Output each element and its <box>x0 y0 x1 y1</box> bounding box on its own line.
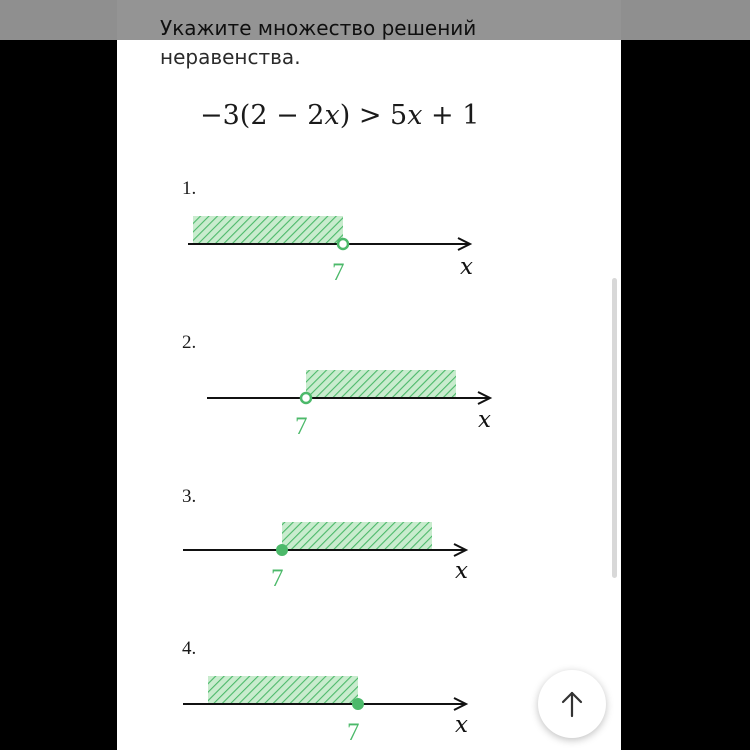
option-2-point <box>301 393 311 403</box>
option-3-hatch <box>282 522 432 550</box>
option-4-point <box>352 698 364 710</box>
option-4-hatch <box>208 676 358 704</box>
arrow-up-icon <box>559 689 585 719</box>
option-3-point <box>276 544 288 556</box>
option-2-label[interactable]: 2. <box>182 332 197 353</box>
option-4-point-label: 7 <box>347 719 360 746</box>
option-1-number-line[interactable] <box>188 216 473 286</box>
option-2-hatch <box>306 370 456 398</box>
option-4-axis-var: x <box>455 712 468 738</box>
option-1-point <box>338 239 348 249</box>
option-2-number-line[interactable] <box>207 370 491 440</box>
formula-part: −3(2 − 2 <box>200 100 325 131</box>
formula-variable: x <box>324 100 340 131</box>
option-1-axis-var: x <box>460 254 473 280</box>
task-line-1: Укажите множество решений <box>160 16 477 40</box>
scrollbar[interactable] <box>612 278 617 578</box>
option-3-label[interactable]: 3. <box>182 486 197 507</box>
option-2-axis-var: x <box>478 407 491 433</box>
option-3-axis-var: x <box>455 558 468 584</box>
task-line-2: неравенства. <box>160 45 301 69</box>
option-2-point-label: 7 <box>295 413 308 440</box>
option-3-number-line[interactable] <box>183 522 468 592</box>
formula-part: + 1 <box>422 100 480 131</box>
option-1-hatch <box>193 216 343 244</box>
scroll-to-top-button[interactable] <box>538 670 606 738</box>
option-4-label[interactable]: 4. <box>182 638 197 659</box>
option-1-label[interactable]: 1. <box>182 178 197 199</box>
formula-part: ) > 5 <box>339 100 408 131</box>
option-4-number-line[interactable] <box>183 676 468 746</box>
formula-variable: x <box>407 100 423 131</box>
option-1-point-label: 7 <box>332 259 345 286</box>
option-3-point-label: 7 <box>271 565 284 592</box>
